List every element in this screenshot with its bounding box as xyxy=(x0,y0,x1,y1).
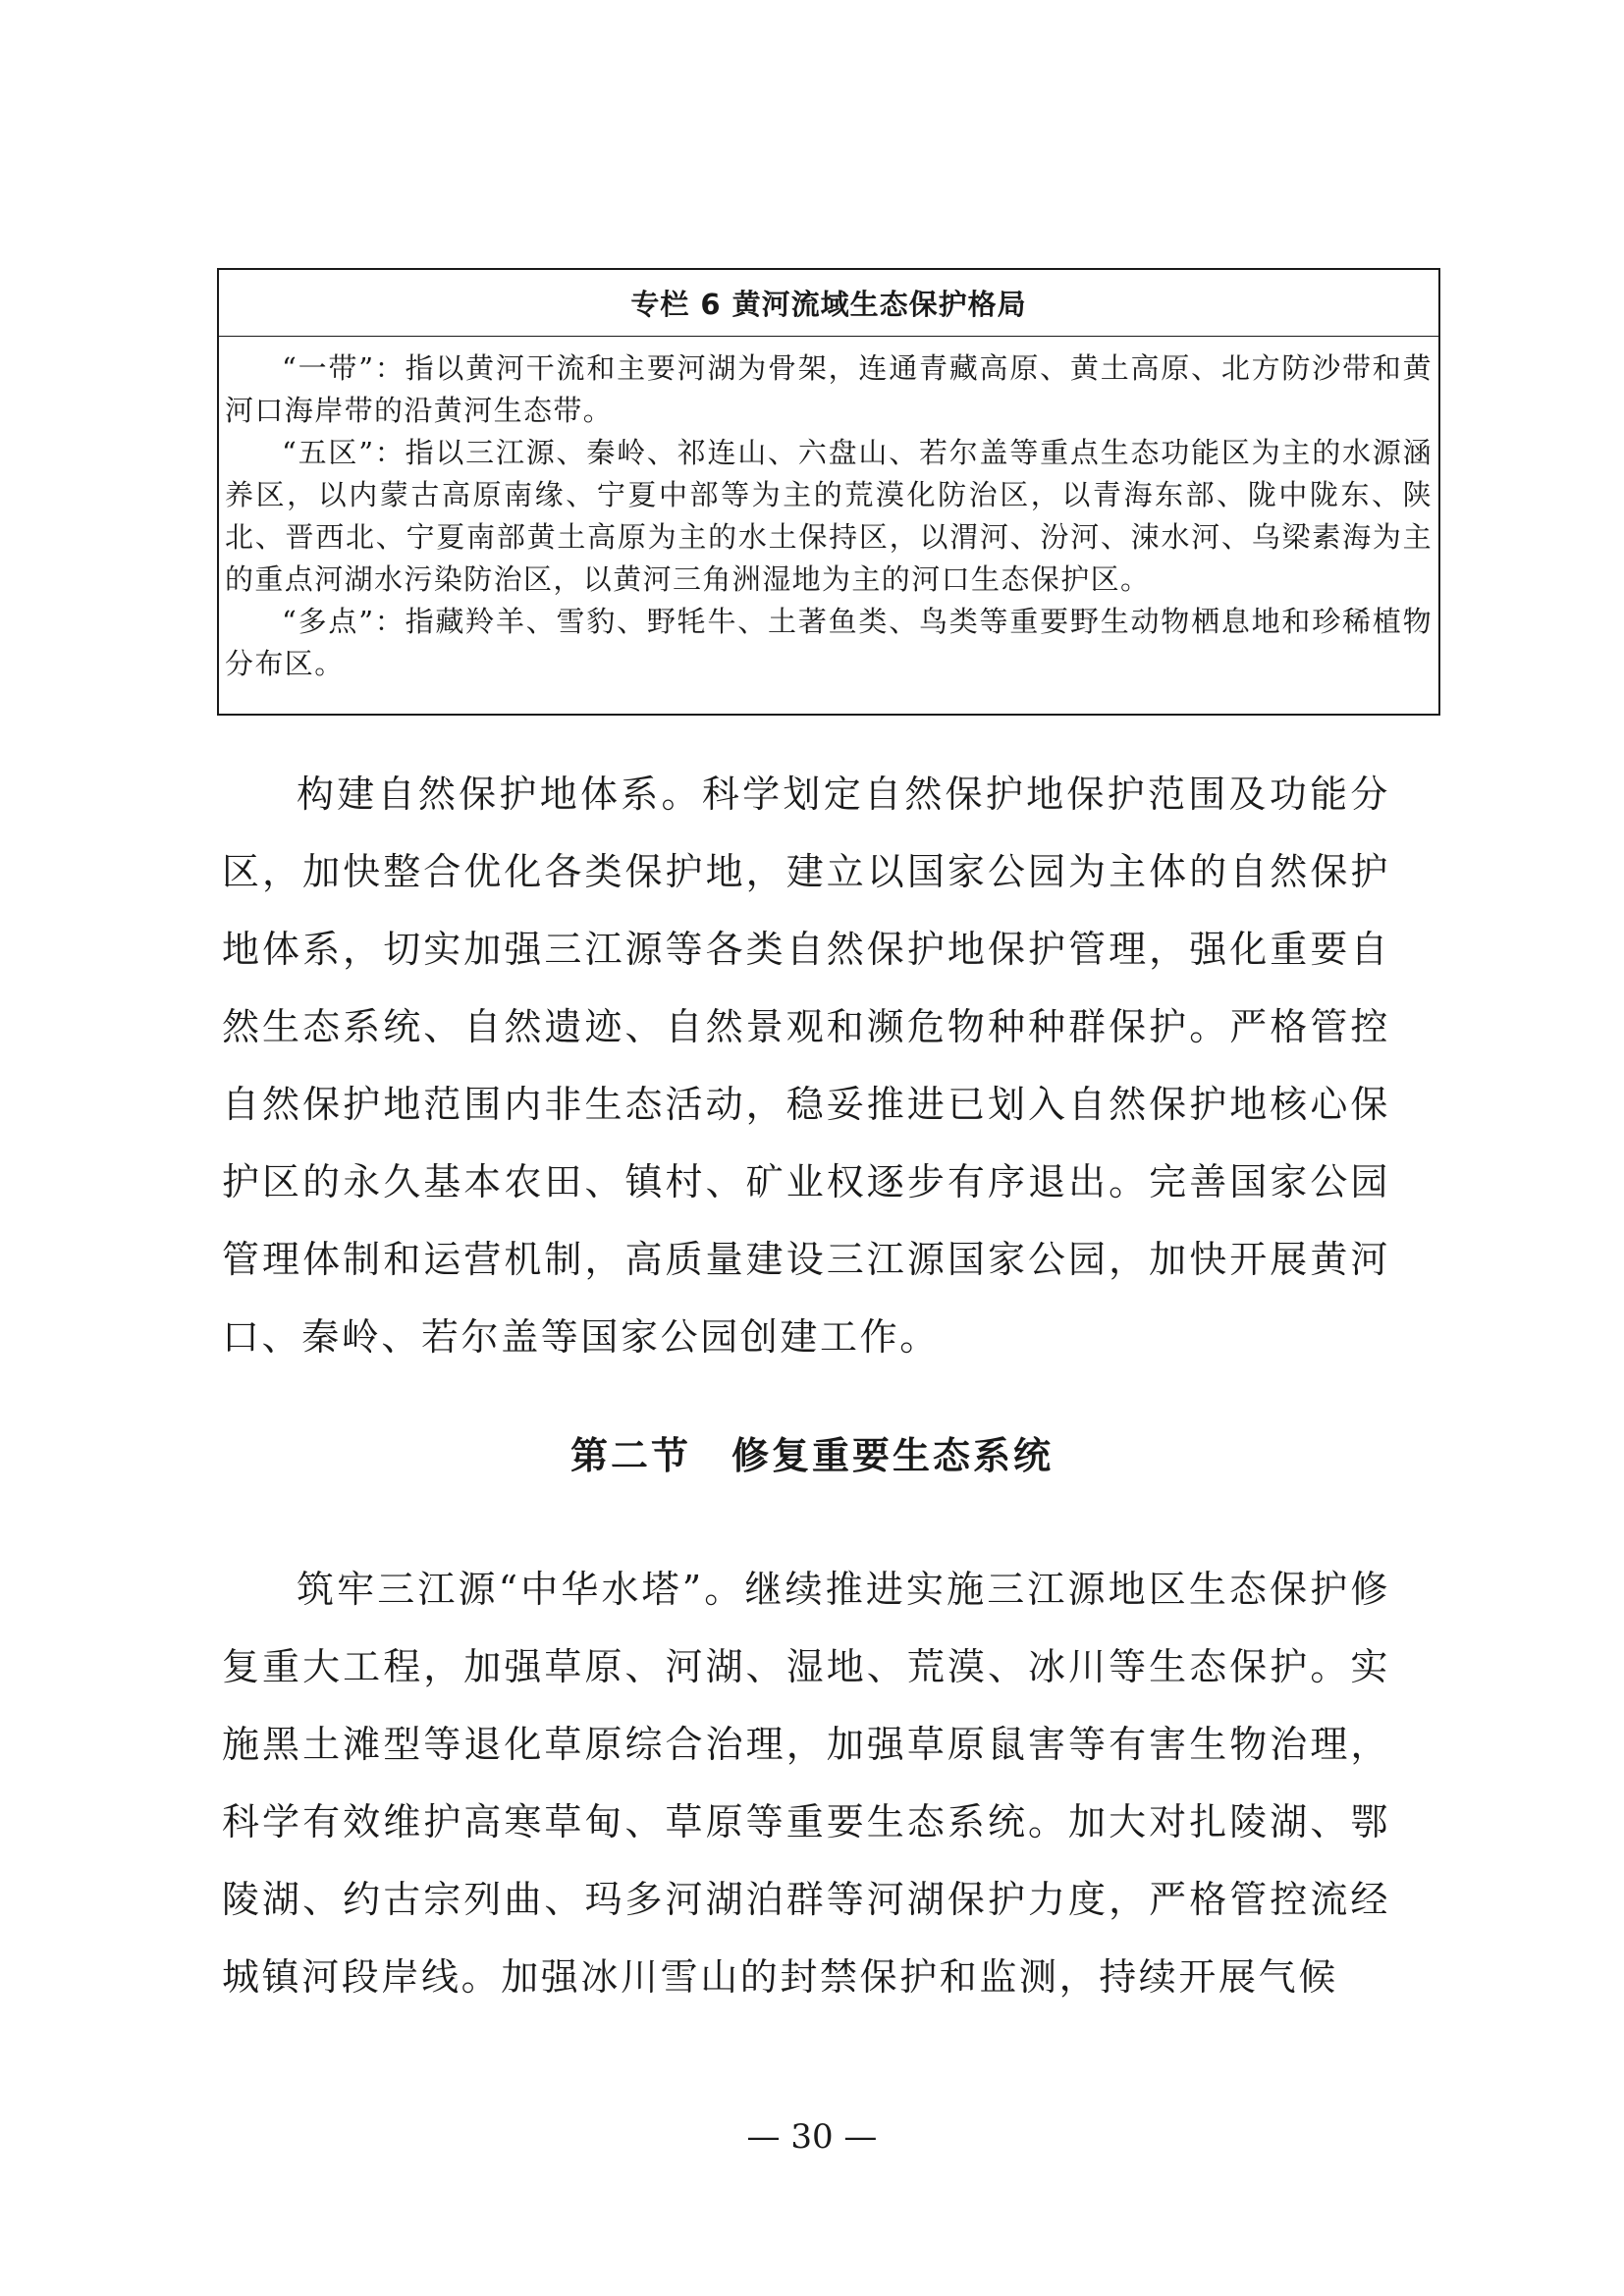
column-box-body xyxy=(219,337,1438,685)
column-box xyxy=(217,268,1440,716)
column-box-paragraph: “多点”：指藏羚羊、雪豹、野牦牛、土著鱼类、鸟类等重要野生动物栖息地和珍稀植物分布区。 xyxy=(225,605,1433,680)
column-box-paragraph: “五区”：指以三江源、秦岭、祁连山、六盘山、若尔盖等重点生态功能区为主的水源涵养区，以内蒙古高原南缘、宁夏中部等为主的荒漠化防治区，以青海东部、陇中陇东、陕北、晋西北、宁夏南部黄土高原为主的水土保持区，以渭河、汾河、涑水河、乌梁素海为主的重点河湖水污染防治区，以黄河三角洲湿地为主的河口生态保护区。 xyxy=(225,436,1433,596)
body-paragraph: 筑牢三江源“中华水塔”。继续推进实施三江源地区生态保护修复重大工程，加强草原、河湖、湿地、荒漠、冰川等生态保护。实施黑土滩型等退化草原综合治理，加强草原鼠害等有害生物治理，科学有效维护高寒草甸、草原等重要生态系统。加大对扎陵湖、鄂陵湖、约古宗列曲、玛多河湖泊群等河湖保护力度，严格管控流经城镇河段岸线。加强冰川雪山的封禁保护和监测，持续开展气候 xyxy=(222,1568,1390,1999)
body-paragraph: 构建自然保护地体系。科学划定自然保护地保护范围及功能分区，加快整合优化各类保护地，建立以国家公园为主体的自然保护地体系，切实加强三江源等各类自然保护地保护管理，强化重要自然生态系统、自然遗迹、自然景观和濒危物种种群保护。严格管控自然保护地范围内非生态活动，稳妥推进已划入自然保护地核心保护区的永久基本农田、镇村、矿业权逐步有序退出。完善国家公园管理体制和运营机制，高质量建设三江源国家公园，加快开展黄河口、秦岭、若尔盖等国家公园创建工作。 xyxy=(222,773,1390,1359)
column-box-paragraph: “一带”：指以黄河干流和主要河湖为骨架，连通青藏高原、黄土高原、北方防沙带和黄河口海岸带的沿黄河生态带。 xyxy=(225,351,1433,427)
column-box-title: 专栏 6 黄河流域生态保护格局 xyxy=(219,270,1438,337)
page-number: — 30 — xyxy=(746,2117,878,2157)
section-heading: 第二节 修复重要生态系统 xyxy=(569,1433,1054,1477)
